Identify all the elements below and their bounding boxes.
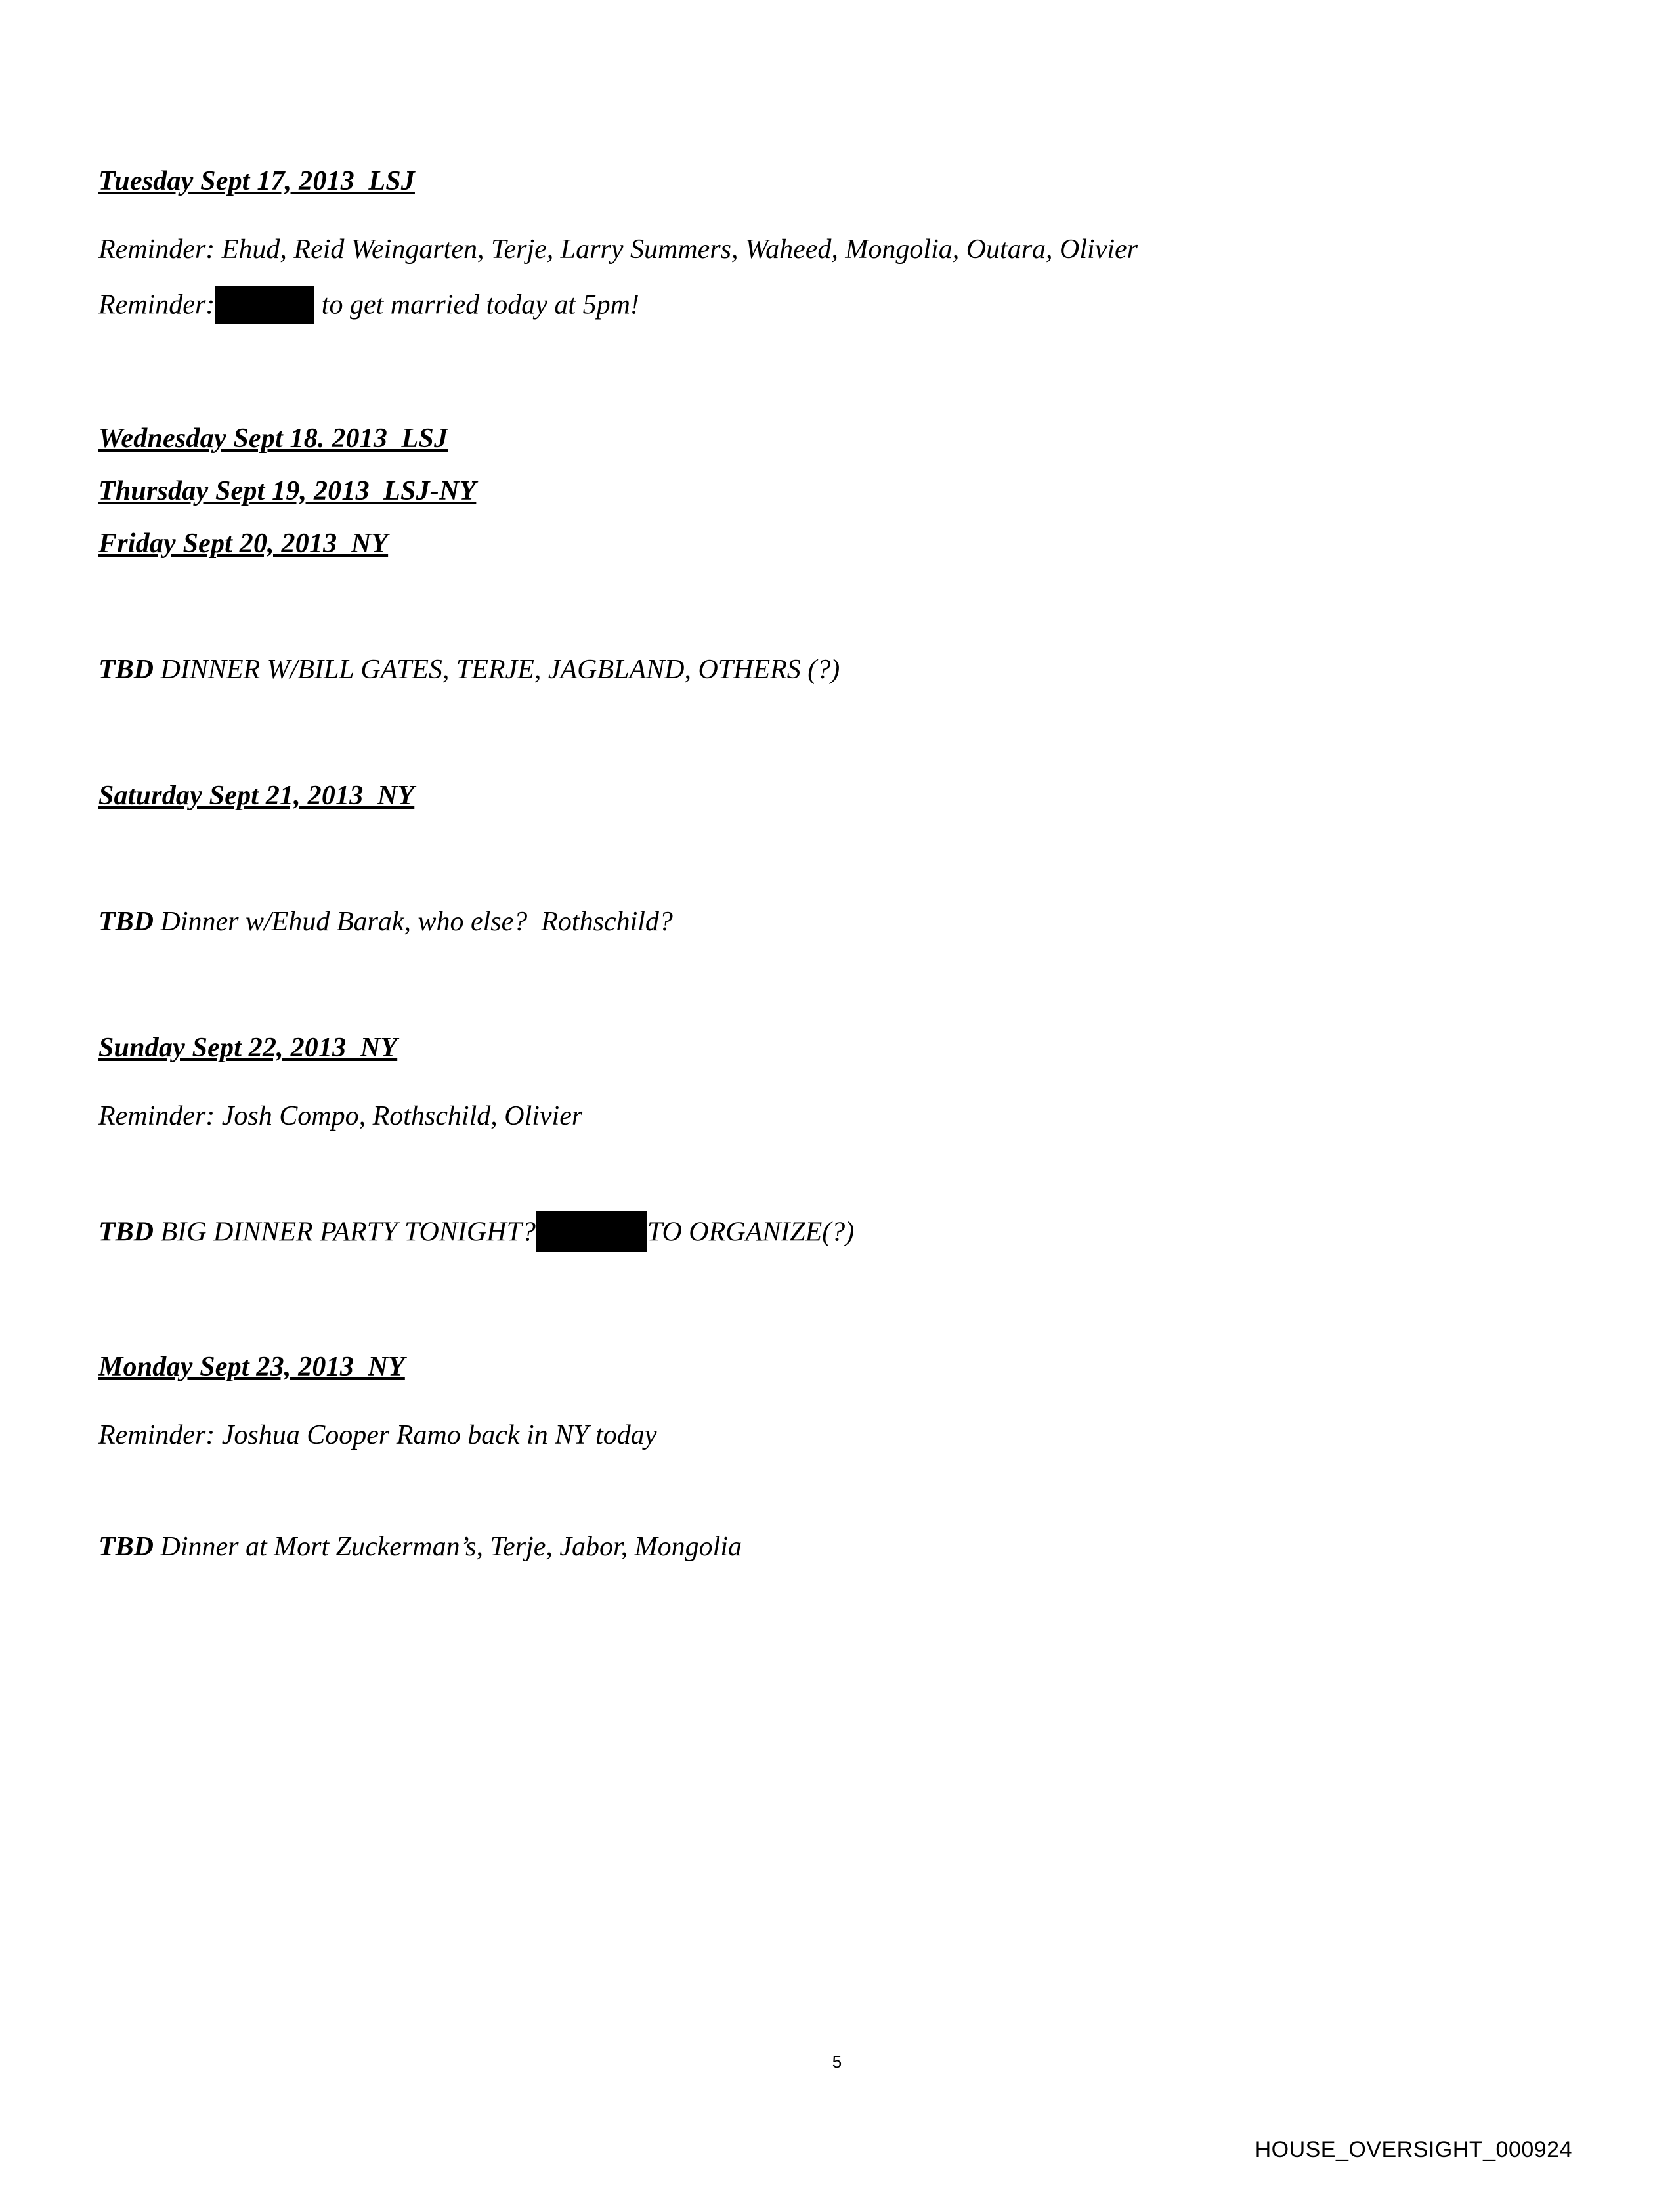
entry-heading-monday: Monday Sept 23, 2013 NY: [98, 1352, 405, 1382]
entry-reminder-tuesday-2: [98, 288, 1589, 326]
entry-tbd-saturday: [98, 908, 1589, 936]
entry-tbd-friday: [98, 656, 1589, 683]
spacer: [98, 1381, 1589, 1421]
spacer: [98, 810, 1589, 908]
spacer: [98, 1130, 1589, 1214]
spacer: [98, 557, 1589, 656]
tbd-text-after: TO ORGANIZE(?): [647, 1217, 855, 1247]
entry-heading-wednesday: Wednesday Sept 18. 2013 LSJ: [98, 423, 448, 454]
spacer: [98, 1255, 1589, 1353]
entry-heading-thursday: Thursday Sept 19, 2013 LSJ-NY: [98, 476, 477, 506]
redaction-box: [215, 286, 314, 324]
tbd-label: TBD: [98, 1532, 154, 1562]
tbd-label: TBD: [98, 1217, 154, 1247]
spacer: [98, 452, 1589, 477]
bates-number: HOUSE_OVERSIGHT_000924: [1255, 2137, 1572, 2162]
reminder-prefix: Reminder:: [98, 290, 215, 320]
entry-heading-sunday: Sunday Sept 22, 2013 NY: [98, 1033, 398, 1063]
spacer: [98, 505, 1589, 530]
entry-heading-friday: Friday Sept 20, 2013 NY: [98, 529, 389, 559]
reminder-suffix: to get married today at 5pm!: [314, 290, 639, 320]
tbd-text-before: BIG DINNER PARTY TONIGHT?: [154, 1217, 536, 1247]
spacer: [98, 1449, 1589, 1533]
entry-reminder-tuesday-1: Reminder: Ehud, Reid Weingarten, Terje, Larry Summers, Waheed, Mongolia, Outara, Olivier: [98, 234, 1138, 265]
tbd-text: Dinner w/Ehud Barak, who else? Rothschild?: [154, 907, 673, 937]
redaction-box: [536, 1211, 647, 1252]
page-number: 5: [832, 2052, 842, 2071]
entry-reminder-sunday: Reminder: Josh Compo, Rothschild, Olivier: [98, 1101, 583, 1131]
tbd-text: Dinner at Mort Zuckerman’s, Terje, Jabor, Mongolia: [154, 1532, 742, 1562]
tbd-label: TBD: [98, 655, 154, 685]
spacer: [98, 195, 1589, 236]
spacer: [98, 326, 1589, 425]
spacer: [98, 683, 1589, 782]
document-body: [98, 167, 1589, 1561]
spacer: [98, 1062, 1589, 1102]
entry-reminder-monday: Reminder: Joshua Cooper Ramo back in NY today: [98, 1420, 657, 1450]
tbd-text: DINNER W/BILL GATES, TERJE, JAGBLAND, OTHERS (?): [154, 655, 840, 685]
spacer: [98, 263, 1589, 288]
spacer: [98, 936, 1589, 1034]
entry-heading-tuesday: Tuesday Sept 17, 2013 LSJ: [98, 166, 415, 196]
tbd-label: TBD: [98, 907, 154, 937]
entry-tbd-sunday: [98, 1214, 1589, 1255]
entry-heading-saturday: Saturday Sept 21, 2013 NY: [98, 781, 415, 811]
entry-tbd-monday: [98, 1533, 1589, 1561]
